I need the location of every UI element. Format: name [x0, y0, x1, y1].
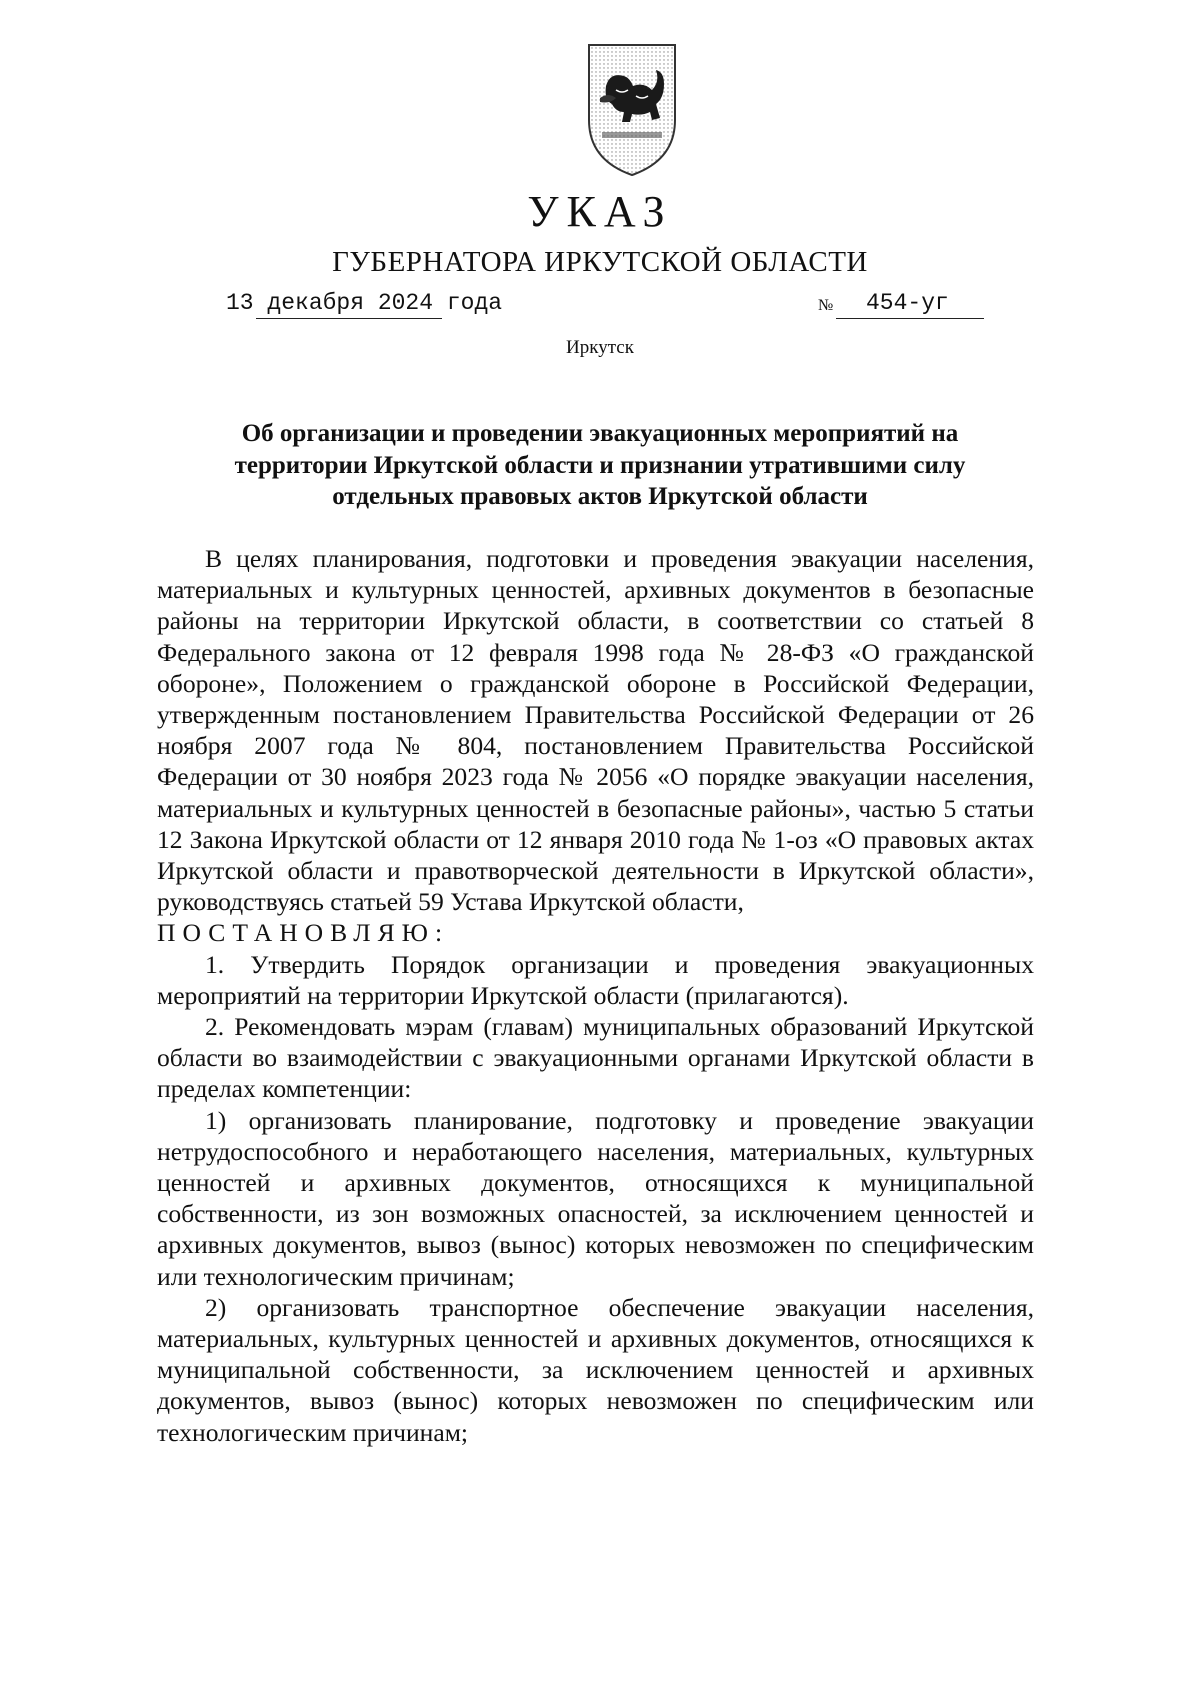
date-underline: [256, 318, 442, 319]
subject-line: Об организации и проведении эвакуационных мероприятий на: [241, 420, 959, 447]
document-subject: [190, 418, 1010, 513]
item-paragraph: 1. Утвердить Порядок организации и проведения эвакуационных мероприятий на территории Иркутской области (прилагаются).: [157, 949, 1034, 1010]
subject-line: отдельных правовых актов Иркутской области: [332, 483, 868, 510]
document-number: 454-уг: [866, 290, 949, 316]
subitem-paragraph: 2) организовать транспортное обеспечение эвакуации населения, материальных, культурных ценностей и архивных документов, относящихся к муниципальной собственности, за исключением ценностей и архивных документов, вывоз (вынос) которых невозможен по специфическим или технологическим причинам;: [157, 1292, 1034, 1447]
subitem-paragraph: 1) организовать планирование, подготовку и проведение эвакуации нетрудоспособного и неработающего населения, материальных, культурных ценностей и архивных документов, относящихся к муниципальной собственности, из зон возможных опасностей, за исключением ценностей и архивных документов, вывоз (вынос) которых невозможен по специфическим или технологическим причинам;: [157, 1105, 1034, 1291]
city-label: Иркутск: [566, 337, 634, 358]
subject-line: территории Иркутской области и признании утратившими силу: [234, 451, 966, 479]
number-sign: №: [818, 297, 834, 314]
decree-keyword: ПОСТАНОВЛЯЮ:: [157, 918, 450, 948]
issuer-heading: ГУБЕРНАТОРА ИРКУТСКОЙ ОБЛАСТИ: [332, 246, 868, 278]
document-type-heading: УКАЗ: [527, 187, 673, 236]
item-paragraph: 2. Рекомендовать мэрам (главам) муниципальных образований Иркутской области во взаимодействии с эвакуационными органами Иркутской области в пределах компетенции:: [157, 1012, 1034, 1104]
document-date: 13 декабря 2024 года: [226, 290, 503, 316]
number-underline: [836, 318, 984, 319]
document-body: [157, 543, 1034, 1448]
irkutsk-coat-of-arms-icon: [586, 42, 678, 178]
preamble-paragraph: В целях планирования, подготовки и проведения эвакуации населения, материальных и культурных ценностей, архивных документов в безопасные районы на территории Иркутской области, в соответствии со статьей 8 Федерального закона от 12 февраля 1998 года № 28-ФЗ «О гражданской обороне», Положением о гражданской обороне в Российской Федерации, утвержденным постановлением Правительства Российской Федерации от 26 ноября 2007 года № 804, постановлением Правительства Российской Федерации от 30 ноября 2023 года № 2056 «О порядке эвакуации населения, материальных и культурных ценностей в безопасные районы», частью 5 статьи 12 Закона Иркутской области от 12 января 2010 года № 1-оз «О правовых актах Иркутской области и правотворческой деятельности в Иркутской области», руководствуясь статьей 59 Устава Иркутской области,: [157, 544, 1034, 917]
